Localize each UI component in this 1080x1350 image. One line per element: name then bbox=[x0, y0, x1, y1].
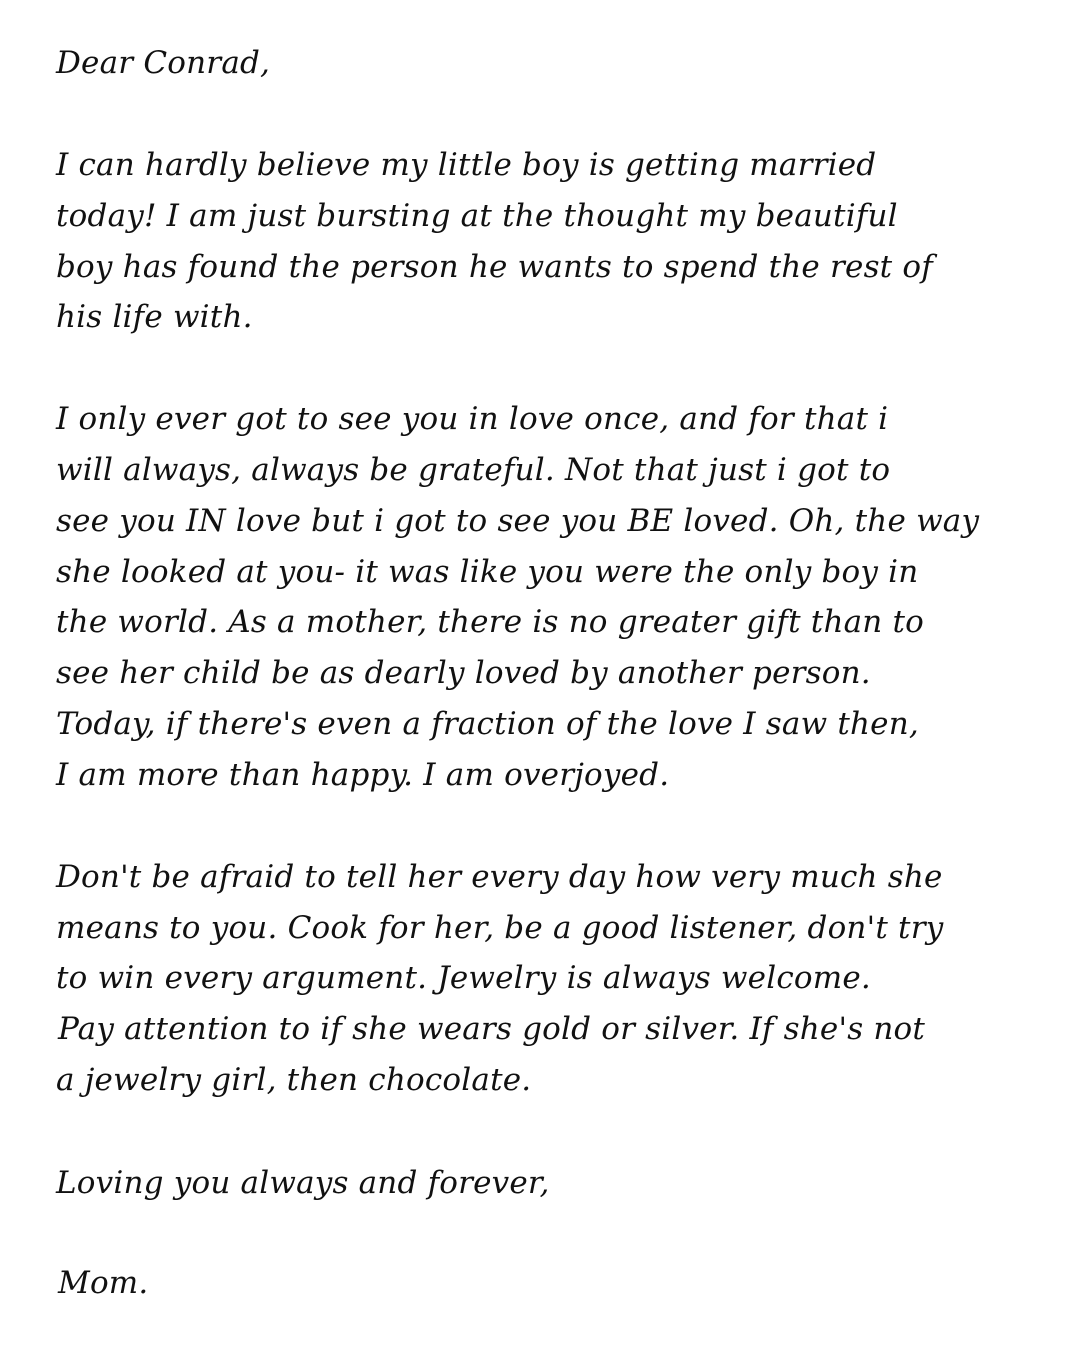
paragraph-3-line-5: a jewelry girl, then chocolate. bbox=[56, 1062, 532, 1098]
paragraph-3-line-1: Don't be afraid to tell her every day how very much she bbox=[56, 859, 943, 895]
paragraph-2-line-7: Today, if there's even a fraction of the love I saw then, bbox=[56, 706, 919, 742]
paragraph-3-line-4: Pay attention to if she wears gold or silver. If she's not bbox=[58, 1011, 926, 1047]
paragraph-3-line-3: to win every argument. Jewelry is always welcome. bbox=[56, 960, 871, 996]
paragraph-2-line-4: she looked at you- it was like you were the only boy in bbox=[56, 554, 919, 590]
paragraph-2-line-6: see her child be as dearly loved by another person. bbox=[56, 655, 871, 691]
paragraph-1-line-2: today! I am just bursting at the thought my beautiful bbox=[56, 198, 898, 234]
paragraph-2-line-8: I am more than happy. I am overjoyed. bbox=[56, 757, 670, 793]
paragraph-1-line-1: I can hardly believe my little boy is getting married bbox=[56, 147, 877, 183]
paragraph-1-line-3: boy has found the person he wants to spend the rest of bbox=[56, 249, 933, 285]
closing: Loving you always and forever, bbox=[56, 1165, 550, 1201]
paragraph-2-line-2: will always, always be grateful. Not that just i got to bbox=[56, 452, 891, 488]
paragraph-1-line-4: his life with. bbox=[56, 299, 253, 335]
greeting: Dear Conrad, bbox=[56, 45, 271, 81]
paragraph-2-line-5: the world. As a mother, there is no greater gift than to bbox=[56, 604, 925, 640]
paragraph-2-line-3: see you IN love but i got to see you BE loved. Oh, the way bbox=[56, 503, 980, 539]
paragraph-2-line-1: I only ever got to see you in love once, and for that i bbox=[56, 401, 889, 437]
signature: Mom. bbox=[58, 1265, 149, 1301]
paragraph-3-line-2: means to you. Cook for her, be a good listener, don't try bbox=[56, 910, 944, 946]
